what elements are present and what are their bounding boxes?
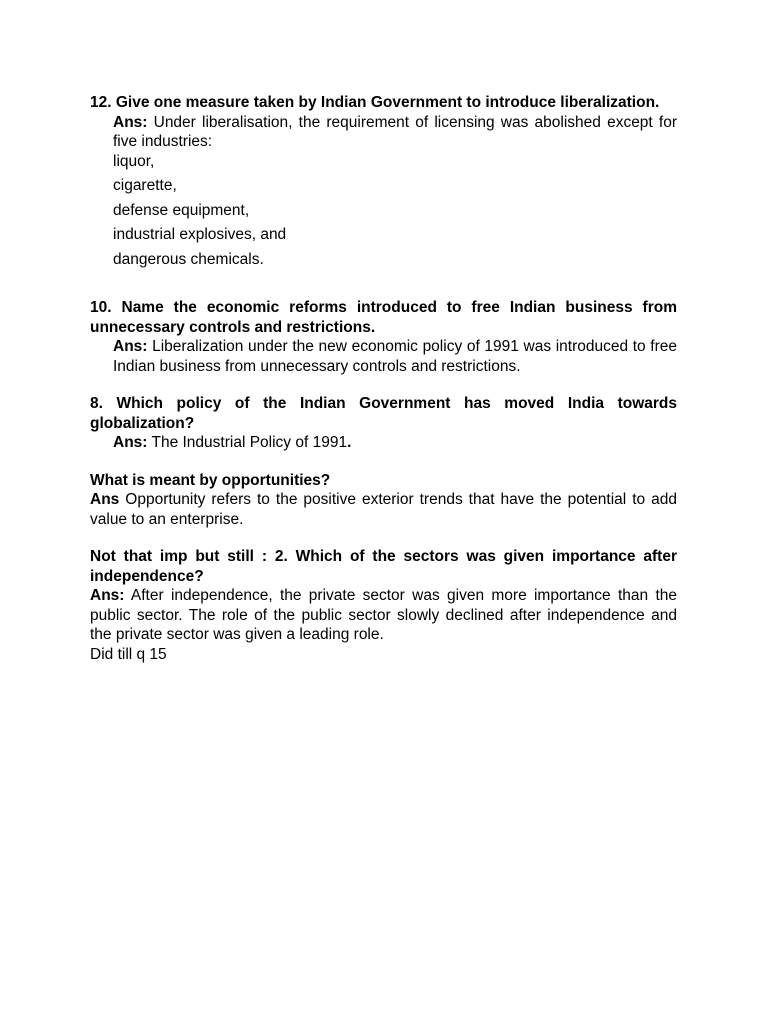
list-item: industrial explosives, and [113, 226, 287, 243]
answer-text: Liberalization under the new economic policy of 1991 was introduced to free Indian business from unnecessary controls and restrictions. [113, 338, 677, 375]
list-item: dangerous chemicals. [113, 250, 264, 268]
list-item: defense equipment, [113, 201, 250, 219]
question-heading: 12. Give one measure taken by Indian Government to introduce liberalization. [90, 94, 660, 111]
question-heading: What is meant by opportunities? [90, 471, 331, 489]
answer-paragraph [90, 490, 677, 529]
list-item: liquor, [113, 152, 155, 170]
answer-label: Ans: [113, 434, 148, 451]
answer-paragraph [90, 337, 677, 376]
answer-text: After independence, the private sector was given more importance than the public sector. The role of the public sector slowly declined after independence and the private sector was given a leading role. [90, 587, 677, 643]
industry-list [90, 152, 677, 270]
question-heading: 8. Which policy of the Indian Government has moved India towards globalization? [90, 395, 677, 432]
answer-paragraph [90, 433, 677, 453]
answer-label: Ans: [113, 113, 148, 131]
answer-period: . [347, 434, 352, 451]
progress-note: Did till q 15 [90, 645, 167, 663]
answer-paragraph [90, 586, 677, 645]
question-heading: Not that imp but still : 2. Which of the sectors was given importance after independence? [90, 548, 677, 585]
question-section [90, 394, 677, 453]
question-section [90, 471, 677, 530]
answer-label: Ans [90, 491, 120, 508]
document-page [90, 93, 677, 664]
answer-text: Under liberalisation, the requirement of licensing was abolished except for five industries: [113, 113, 677, 150]
answer-label: Ans: [90, 587, 125, 604]
answer-paragraph [90, 113, 677, 152]
question-section [90, 298, 677, 376]
question-section [90, 93, 677, 269]
answer-text: Opportunity refers to the positive exterior trends that have the potential to add value to an enterprise. [90, 491, 677, 528]
list-item: cigarette, [113, 177, 177, 194]
question-heading: 10. Name the economic reforms introduced to free Indian business from unnecessary controls and restrictions. [90, 299, 677, 336]
answer-label: Ans: [113, 338, 148, 355]
answer-text: The Industrial Policy of 1991 [147, 434, 348, 451]
question-section [90, 547, 677, 664]
